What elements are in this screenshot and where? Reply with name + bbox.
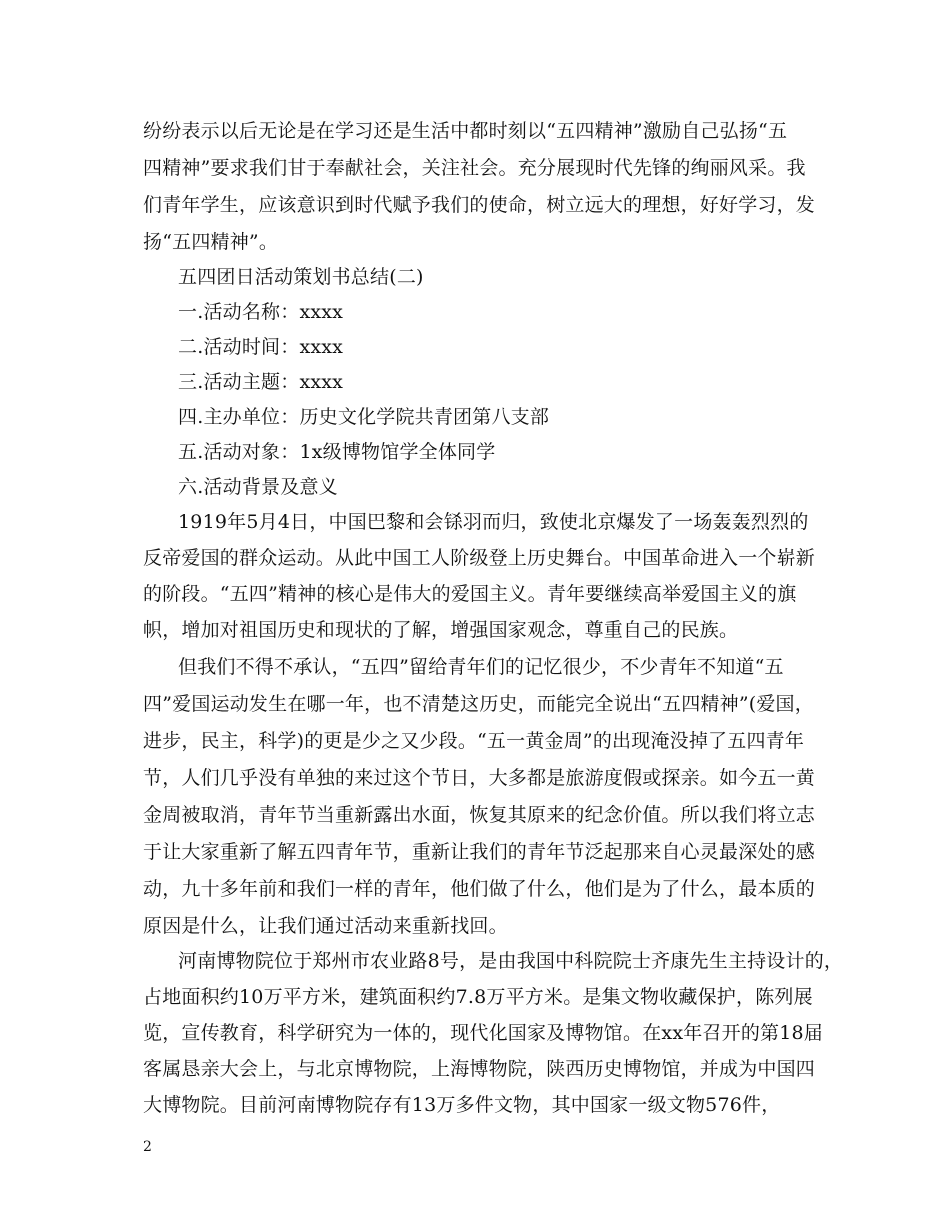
- body-text-line: 于让大家重新了解五四青年节，重新让我们的青年节泛起那来自心灵最深处的感: [143, 841, 816, 863]
- list-item: 二.活动时间：xxxx: [178, 336, 344, 358]
- body-text-line: 动，九十多年前和我们一样的青年，他们做了什么，他们是为了什么，最本质的: [143, 878, 816, 900]
- body-text-line: 四精神”要求我们甘于奉献社会，关注社会。充分展现时代先锋的绚丽风采。我: [143, 157, 806, 179]
- page-number: 2: [143, 1139, 152, 1155]
- body-text-line: 原因是什么，让我们通过活动来重新找回。: [143, 915, 508, 937]
- body-text-line: 们青年学生，应该意识到时代赋予我们的使命，树立远大的理想，好好学习，发: [143, 194, 816, 216]
- body-text-line: 1919年5月4日，中国巴黎和会铩羽而归，致使北京爆发了一场轰轰烈烈的: [178, 511, 809, 533]
- list-item: 四.主办单位：历史文化学院共青团第八支部: [178, 406, 550, 428]
- list-item: 五.活动对象：1x级博物馆学全体同学: [178, 441, 496, 463]
- body-text-line: 但我们不得不承认，“五四”留给青年们的记忆很少，不少青年不知道“五: [178, 656, 784, 678]
- body-text-line: 反帝爱国的群众运动。从此中国工人阶级登上历史舞台。中国革命进入一个崭新: [143, 547, 816, 569]
- body-text-line: 金周被取消，青年节当重新露出水面，恢复其原来的纪念价值。所以我们将立志: [143, 804, 816, 826]
- body-text-line: 进步，民主，科学)的更是少之又少段。“五一黄金周”的出现淹没掉了五四青年: [143, 730, 805, 752]
- body-text-line: 河南博物院位于郑州市农业路8号，是由我国中科院院士齐康先生主持设计的，: [178, 950, 844, 972]
- body-text-line: 客属恳亲大会上，与北京博物院，上海博物院，陕西历史博物馆，并成为中国四: [143, 1058, 816, 1080]
- body-text-line: 大博物院。目前河南博物院存有13万多件文物，其中国家一级文物576件，: [143, 1094, 781, 1116]
- body-text-line: 帜，增加对祖国历史和现状的了解，增强国家观念，尊重自己的民族。: [143, 619, 739, 641]
- body-text-line: 的阶段。“五四”精神的核心是伟大的爱国主义。青年要继续高举爱国主义的旗: [143, 583, 797, 605]
- body-text-line: 占地面积约10万平方米，建筑面积约7.8万平方米。是集文物收藏保护，陈列展: [143, 986, 813, 1008]
- body-text-line: 扬“五四精神”。: [143, 231, 279, 253]
- section-title: 五四团日活动策划书总结(二): [178, 266, 424, 288]
- list-item: 一.活动名称：xxxx: [178, 301, 344, 323]
- list-item: 三.活动主题：xxxx: [178, 371, 344, 393]
- list-item: 六.活动背景及意义: [178, 476, 338, 498]
- body-text-line: 览，宣传教育，科学研究为一体的，现代化国家及博物馆。在xx年召开的第18届: [143, 1022, 824, 1044]
- body-text-line: 四”爱国运动发生在哪一年，也不清楚这历史，而能完全说出“五四精神”(爱国，: [143, 693, 814, 715]
- body-text-line: 纷纷表示以后无论是在学习还是生活中都时刻以“五四精神”激励自己弘扬“五: [143, 120, 788, 142]
- body-text-line: 节，人们几乎没有单独的来过这个节日，大多都是旅游度假或探亲。如今五一黄: [143, 767, 816, 789]
